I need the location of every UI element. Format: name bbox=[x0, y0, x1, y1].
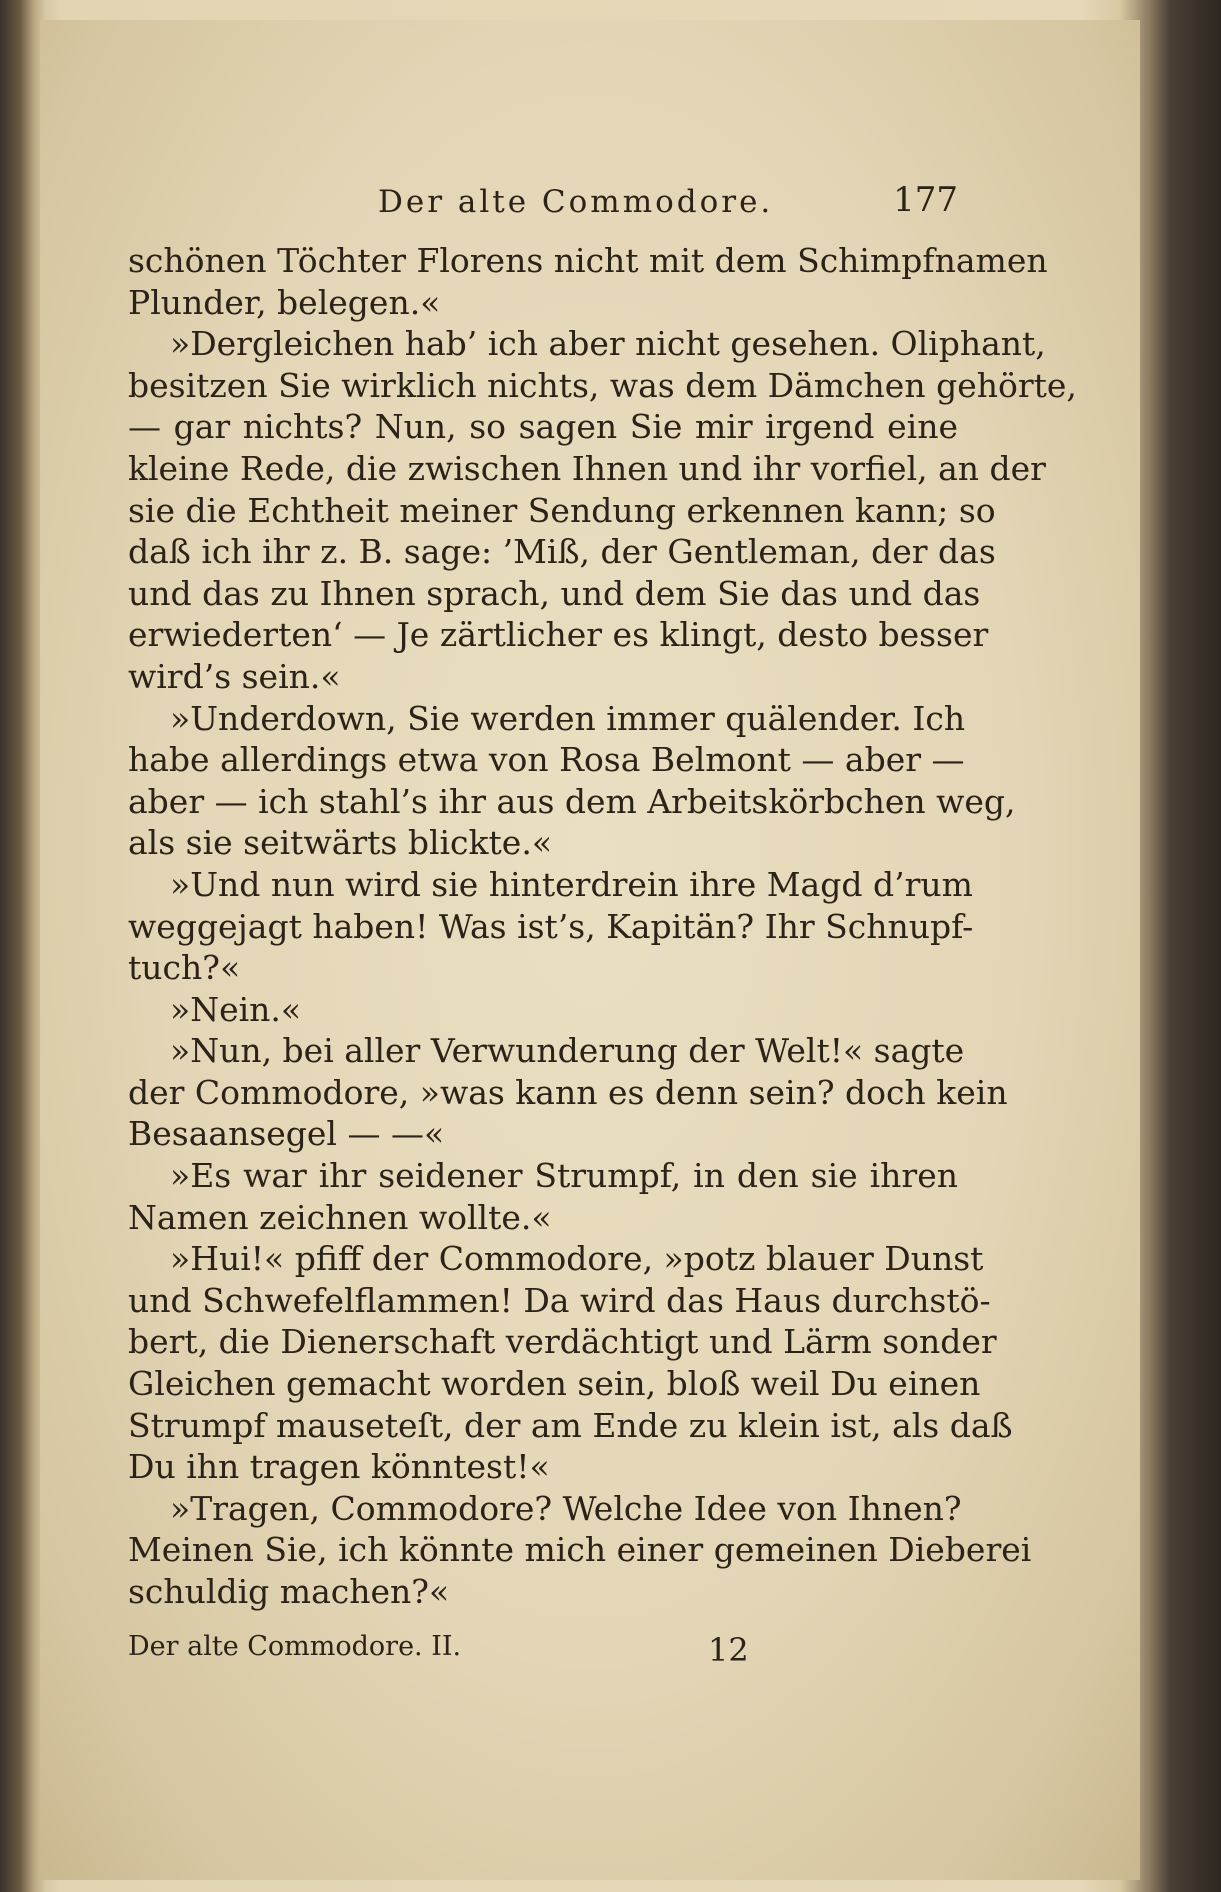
text-line: wird’s sein.« bbox=[128, 656, 341, 696]
text-line: Besaansegel — —« bbox=[128, 1114, 445, 1154]
text-line: Meinen Sie, ich könnte mich einer gemeinen Dieberei bbox=[128, 1530, 1032, 1570]
text-line: der Commodore, »was kann es denn sein? doch kein bbox=[128, 1072, 1008, 1112]
text-line: sie die Echtheit meiner Sendung erkennen kann; so bbox=[128, 490, 996, 530]
text-line: Du ihn tragen könntest!« bbox=[128, 1447, 550, 1487]
text-line: »Nein.« bbox=[170, 989, 302, 1029]
text-line: besitzen Sie wirklich nichts, was dem Dämchen gehörte, bbox=[128, 365, 1077, 405]
page-footer bbox=[128, 1631, 958, 1681]
text-line: aber — ich stahl’s ihr aus dem Arbeitskörbchen weg, bbox=[128, 781, 1016, 821]
text-line: kleine Rede, die zwischen Ihnen und ihr vorfiel, an der bbox=[128, 448, 1046, 488]
text-line: schönen Töchter Florens nicht mit dem Schimpfnamen bbox=[128, 241, 1048, 280]
running-title: Der alte Commodore. bbox=[378, 184, 774, 220]
text-line: Namen zeichnen wollte.« bbox=[128, 1197, 552, 1237]
page-number: 177 bbox=[893, 180, 958, 220]
text-line: »Tragen, Commodore? Welche Idee von Ihnen? bbox=[170, 1488, 962, 1528]
body-text bbox=[128, 240, 1077, 1613]
text-line: »Es war ihr seidener Strumpf, in den sie ihren bbox=[170, 1156, 958, 1196]
text-line: schuldig machen?« bbox=[128, 1572, 450, 1611]
text-line: als sie seitwärts blickte.« bbox=[128, 823, 553, 863]
text-line: »Underdown, Sie werden immer quälender. Ich bbox=[170, 698, 966, 738]
text-line: daß ich ihr z. B. sage: ’Miß, der Gentleman, der das bbox=[128, 532, 996, 572]
text-line: Strumpf mauseteſt, der am Ende zu klein ist, als daß bbox=[128, 1405, 1013, 1445]
text-line: und Schwefelflammen! Da wird das Haus durchstö- bbox=[128, 1280, 991, 1320]
text-line: habe allerdings etwa von Rosa Belmont — aber — bbox=[128, 740, 965, 780]
text-line: Plunder, belegen.« bbox=[128, 282, 441, 322]
text-line: Gleichen gemacht worden sein, bloß weil Du einen bbox=[128, 1364, 981, 1404]
text-line: — gar nichts? Nun, so sagen Sie mir irgend eine bbox=[128, 407, 958, 447]
text-line: weggejagt haben! Was ist’s, Kapitän? Ihr Schnupf- bbox=[128, 906, 974, 946]
text-line: erwiederten‘ — Je zärtlicher es klingt, desto besser bbox=[128, 615, 989, 655]
running-head bbox=[128, 178, 958, 240]
text-line: bert, die Dienerschaft verdächtigt und Lärm sonder bbox=[128, 1322, 997, 1362]
text-line: »Dergleichen hab’ ich aber nicht gesehen. Oliphant, bbox=[170, 324, 1046, 364]
text-line: »Hui!« pfiff der Commodore, »potz blauer Dunst bbox=[170, 1239, 984, 1279]
text-line: und das zu Ihnen sprach, und dem Sie das und das bbox=[128, 573, 981, 613]
text-line: »Nun, bei aller Verwunderung der Welt!« sagte bbox=[170, 1031, 965, 1071]
text-line: tuch?« bbox=[128, 948, 241, 988]
text-line: »Und nun wird sie hinterdrein ihre Magd d’rum bbox=[170, 864, 973, 904]
signature-mark: 12 bbox=[708, 1630, 749, 1669]
text-block bbox=[128, 178, 1077, 1681]
signature-title: Der alte Commodore. II. bbox=[128, 1630, 462, 1662]
